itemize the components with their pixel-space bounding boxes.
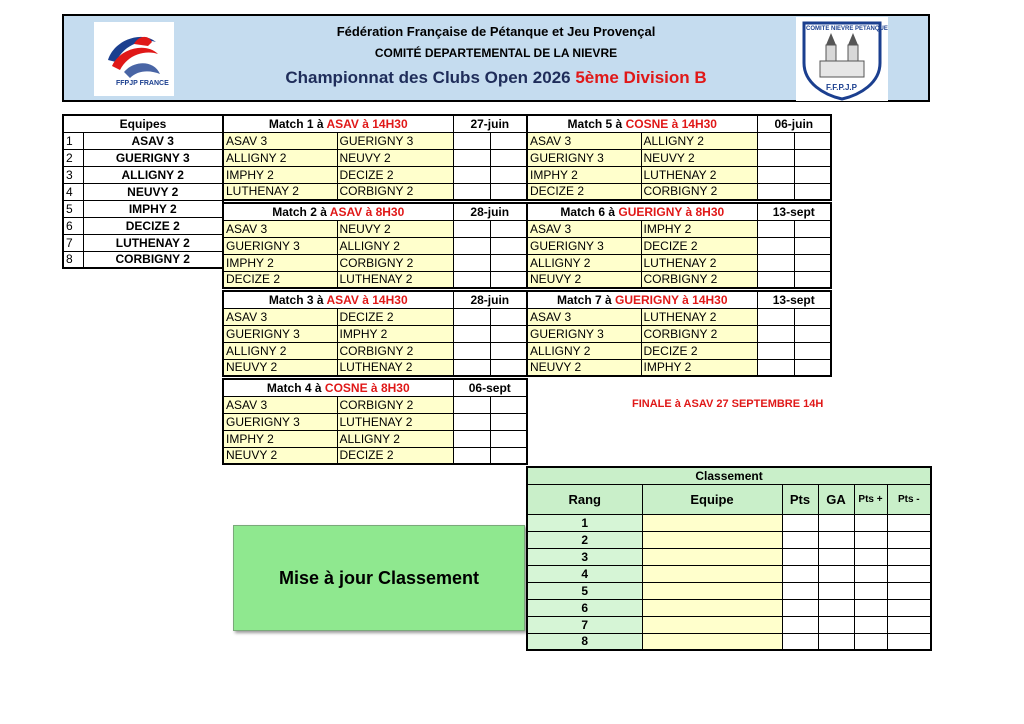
away-team: LUTHENAY 2: [337, 413, 453, 430]
away-team: ALLIGNY 2: [641, 132, 757, 149]
home-team: ASAV 3: [223, 308, 337, 325]
classement-row: [527, 616, 931, 633]
match-place: COSNE à 8H30: [324, 380, 410, 395]
home-team: GUERIGNY 3: [527, 325, 641, 342]
equipe-row: [63, 200, 223, 217]
championship-name: Championnat des Clubs Open 2026: [285, 68, 576, 87]
match-date: 06-sept: [453, 379, 527, 396]
match-header: [527, 291, 831, 308]
home-team: GUERIGNY 3: [223, 237, 337, 254]
match-place: ASAV à 8H30: [329, 204, 405, 219]
away-team: NEUVY 2: [641, 149, 757, 166]
match-title: [223, 379, 453, 396]
classement-table: [526, 466, 932, 651]
home-score-cell[interactable]: [453, 166, 490, 183]
away-score-cell[interactable]: [490, 149, 527, 166]
match-header: [527, 115, 831, 132]
match-place: ASAV à 14H30: [326, 292, 408, 307]
equipe-number: 5: [63, 200, 83, 217]
equipe-number: 1: [63, 132, 83, 149]
home-score-cell[interactable]: [453, 413, 490, 430]
away-score-cell[interactable]: [794, 166, 831, 183]
match-header: [223, 203, 527, 220]
away-team: ALLIGNY 2: [337, 237, 453, 254]
pts-cell: [782, 633, 818, 650]
away-score-cell[interactable]: [794, 237, 831, 254]
equipe-number: 6: [63, 217, 83, 234]
pts-minus-cell: [887, 633, 931, 650]
home-team: GUERIGNY 3: [223, 413, 337, 430]
away-team: GUERIGNY 3: [337, 132, 453, 149]
equipe-row: [63, 149, 223, 166]
match-prefix: Match 6 à: [560, 204, 619, 219]
home-score-cell[interactable]: [453, 447, 490, 464]
away-score-cell[interactable]: [490, 271, 527, 288]
game-row: [527, 132, 831, 149]
home-team: ASAV 3: [223, 396, 337, 413]
away-team: LUTHENAY 2: [641, 308, 757, 325]
match-header: [527, 203, 831, 220]
home-score-cell[interactable]: [757, 166, 794, 183]
home-team: NEUVY 2: [223, 447, 337, 464]
game-row: [527, 271, 831, 288]
game-row: [223, 132, 527, 149]
away-team: CORBIGNY 2: [641, 271, 757, 288]
equipes-table: [62, 114, 224, 269]
home-team: ALLIGNY 2: [223, 342, 337, 359]
match-prefix: Match 2 à: [272, 204, 330, 219]
home-team: IMPHY 2: [223, 254, 337, 271]
match-table-6: [526, 202, 832, 289]
away-score-cell[interactable]: [490, 342, 527, 359]
equipe-name: GUERIGNY 3: [83, 149, 223, 166]
pts-minus-header: Pts -: [887, 484, 931, 514]
classement-row: [527, 565, 931, 582]
match-table-3: [222, 290, 528, 377]
home-team: LUTHENAY 2: [223, 183, 337, 200]
equipes-header: Equipes: [63, 115, 223, 132]
away-team: CORBIGNY 2: [337, 342, 453, 359]
equipe-name: ASAV 3: [83, 132, 223, 149]
home-team: DECIZE 2: [527, 183, 641, 200]
away-team: IMPHY 2: [641, 220, 757, 237]
away-team: DECIZE 2: [337, 308, 453, 325]
home-score-cell[interactable]: [757, 308, 794, 325]
away-team: LUTHENAY 2: [337, 271, 453, 288]
equipe-name: ALLIGNY 2: [83, 166, 223, 183]
ga-cell: [818, 548, 854, 565]
match-prefix: Match 4 à: [266, 380, 325, 395]
home-team: IMPHY 2: [223, 430, 337, 447]
comite-nievre-logo: [796, 17, 888, 101]
away-score-cell[interactable]: [490, 359, 527, 376]
game-row: [527, 325, 831, 342]
match-table-1: [222, 114, 528, 201]
ga-header: GA: [818, 484, 854, 514]
update-classement-button[interactable]: Mise à jour Classement: [233, 525, 525, 631]
away-team: IMPHY 2: [337, 325, 453, 342]
home-team: GUERIGNY 3: [527, 149, 641, 166]
pts-minus-cell: [887, 582, 931, 599]
away-team: LUTHENAY 2: [641, 254, 757, 271]
home-score-cell[interactable]: [757, 325, 794, 342]
pts-plus-cell: [854, 531, 887, 548]
match-title: [223, 291, 453, 308]
equipe-cell: [642, 514, 782, 531]
rang-cell: 2: [527, 531, 642, 548]
match-table-7: [526, 290, 832, 377]
home-score-cell[interactable]: [453, 183, 490, 200]
away-score-cell[interactable]: [794, 308, 831, 325]
ga-cell: [818, 633, 854, 650]
away-score-cell[interactable]: [490, 325, 527, 342]
game-row: [223, 237, 527, 254]
away-score-cell[interactable]: [490, 166, 527, 183]
home-team: ASAV 3: [527, 132, 641, 149]
game-row: [223, 271, 527, 288]
game-row: [223, 413, 527, 430]
away-team: NEUVY 2: [337, 149, 453, 166]
game-row: [223, 447, 527, 464]
rang-header: Rang: [527, 484, 642, 514]
pts-plus-cell: [854, 633, 887, 650]
away-team: CORBIGNY 2: [337, 254, 453, 271]
classement-row: [527, 633, 931, 650]
home-team: NEUVY 2: [527, 271, 641, 288]
home-team: ASAV 3: [223, 220, 337, 237]
home-score-cell[interactable]: [757, 359, 794, 376]
equipe-header: Equipe: [642, 484, 782, 514]
equipe-name: NEUVY 2: [83, 183, 223, 200]
home-team: ASAV 3: [527, 220, 641, 237]
game-row: [223, 149, 527, 166]
away-team: DECIZE 2: [337, 447, 453, 464]
pts-minus-cell: [887, 514, 931, 531]
away-score-cell[interactable]: [490, 132, 527, 149]
game-row: [527, 166, 831, 183]
home-score-cell[interactable]: [757, 132, 794, 149]
home-team: NEUVY 2: [223, 359, 337, 376]
match-date: 06-juin: [757, 115, 831, 132]
match-table-2: [222, 202, 528, 289]
home-team: ASAV 3: [527, 308, 641, 325]
home-team: IMPHY 2: [527, 166, 641, 183]
away-team: DECIZE 2: [641, 342, 757, 359]
equipe-cell: [642, 633, 782, 650]
classement-row: [527, 514, 931, 531]
home-score-cell[interactable]: [453, 149, 490, 166]
classement-row: [527, 548, 931, 565]
game-row: [223, 254, 527, 271]
game-row: [527, 342, 831, 359]
away-team: DECIZE 2: [641, 237, 757, 254]
home-score-cell[interactable]: [757, 271, 794, 288]
pts-cell: [782, 582, 818, 599]
pts-plus-cell: [854, 548, 887, 565]
home-team: ALLIGNY 2: [527, 254, 641, 271]
match-table-4: [222, 378, 528, 465]
ga-cell: [818, 582, 854, 599]
match-place: ASAV à 14H30: [326, 116, 408, 131]
home-team: GUERIGNY 3: [223, 325, 337, 342]
home-score-cell[interactable]: [453, 237, 490, 254]
game-row: [223, 220, 527, 237]
home-score-cell[interactable]: [453, 359, 490, 376]
home-score-cell[interactable]: [453, 220, 490, 237]
classement-row: [527, 582, 931, 599]
away-score-cell[interactable]: [794, 149, 831, 166]
match-title: [223, 203, 453, 220]
away-team: CORBIGNY 2: [337, 396, 453, 413]
equipe-cell: [642, 582, 782, 599]
equipe-number: 7: [63, 234, 83, 251]
away-score-cell[interactable]: [490, 237, 527, 254]
equipe-row: [63, 132, 223, 149]
match-date: 28-juin: [453, 291, 527, 308]
match-prefix: Match 3 à: [268, 292, 327, 307]
away-team: NEUVY 2: [337, 220, 453, 237]
away-team: LUTHENAY 2: [337, 359, 453, 376]
ga-cell: [818, 514, 854, 531]
logo-right-bottom-text: F.F.P.J.P: [826, 83, 857, 92]
home-team: GUERIGNY 3: [527, 237, 641, 254]
equipe-cell: [642, 531, 782, 548]
home-score-cell[interactable]: [453, 271, 490, 288]
away-score-cell[interactable]: [490, 254, 527, 271]
home-team: ALLIGNY 2: [527, 342, 641, 359]
equipe-cell: [642, 616, 782, 633]
home-score-cell[interactable]: [757, 342, 794, 359]
home-score-cell[interactable]: [757, 220, 794, 237]
home-team: ALLIGNY 2: [223, 149, 337, 166]
ga-cell: [818, 565, 854, 582]
pts-minus-cell: [887, 565, 931, 582]
away-score-cell[interactable]: [794, 359, 831, 376]
home-score-cell[interactable]: [757, 254, 794, 271]
equipe-name: CORBIGNY 2: [83, 251, 223, 268]
away-score-cell[interactable]: [490, 413, 527, 430]
pts-cell: [782, 514, 818, 531]
away-score-cell[interactable]: [794, 183, 831, 200]
game-row: [527, 183, 831, 200]
away-team: LUTHENAY 2: [641, 166, 757, 183]
equipe-number: 3: [63, 166, 83, 183]
away-score-cell[interactable]: [794, 325, 831, 342]
rang-cell: 5: [527, 582, 642, 599]
equipe-row: [63, 166, 223, 183]
away-team: IMPHY 2: [641, 359, 757, 376]
pts-plus-cell: [854, 582, 887, 599]
equipe-name: DECIZE 2: [83, 217, 223, 234]
game-row: [223, 183, 527, 200]
pts-plus-header: Pts +: [854, 484, 887, 514]
pts-plus-cell: [854, 616, 887, 633]
equipe-cell: [642, 565, 782, 582]
match-prefix: Match 5 à: [567, 116, 626, 131]
equipe-row: [63, 234, 223, 251]
away-team: ALLIGNY 2: [337, 430, 453, 447]
game-row: [223, 430, 527, 447]
game-row: [223, 325, 527, 342]
match-date: 27-juin: [453, 115, 527, 132]
home-score-cell[interactable]: [453, 342, 490, 359]
home-team: IMPHY 2: [223, 166, 337, 183]
home-score-cell[interactable]: [453, 254, 490, 271]
ga-cell: [818, 531, 854, 548]
equipe-number: 2: [63, 149, 83, 166]
federation-title: Fédération Française de Pétanque et Jeu Provençal: [336, 24, 656, 39]
ga-cell: [818, 599, 854, 616]
match-place: GUERIGNY à 14H30: [615, 292, 728, 307]
equipe-name: LUTHENAY 2: [83, 234, 223, 251]
away-score-cell[interactable]: [794, 132, 831, 149]
home-score-cell[interactable]: [453, 325, 490, 342]
away-score-cell[interactable]: [490, 396, 527, 413]
pts-cell: [782, 565, 818, 582]
equipe-name: IMPHY 2: [83, 200, 223, 217]
logo-left-text: FFPJP FRANCE: [116, 80, 169, 87]
away-team: DECIZE 2: [337, 166, 453, 183]
rang-cell: 7: [527, 616, 642, 633]
game-row: [223, 166, 527, 183]
home-score-cell[interactable]: [453, 308, 490, 325]
match-title: [527, 203, 757, 220]
equipe-number: 4: [63, 183, 83, 200]
match-prefix: Match 7 à: [556, 292, 616, 307]
rang-cell: 6: [527, 599, 642, 616]
pts-minus-cell: [887, 531, 931, 548]
equipe-cell: [642, 548, 782, 565]
pts-cell: [782, 599, 818, 616]
game-row: [527, 308, 831, 325]
game-row: [527, 237, 831, 254]
match-date: 13-sept: [757, 291, 831, 308]
away-score-cell[interactable]: [794, 271, 831, 288]
equipe-row: [63, 217, 223, 234]
classement-row: [527, 531, 931, 548]
equipe-row: [63, 183, 223, 200]
ga-cell: [818, 616, 854, 633]
match-date: 28-juin: [453, 203, 527, 220]
classement-title: Classement: [527, 467, 931, 484]
pts-header: Pts: [782, 484, 818, 514]
away-score-cell[interactable]: [794, 220, 831, 237]
away-score-cell[interactable]: [490, 447, 527, 464]
match-title: [527, 115, 757, 132]
game-row: [223, 359, 527, 376]
home-score-cell[interactable]: [757, 149, 794, 166]
pts-cell: [782, 531, 818, 548]
home-team: DECIZE 2: [223, 271, 337, 288]
match-place: GUERIGNY à 8H30: [618, 204, 725, 219]
home-score-cell[interactable]: [757, 183, 794, 200]
home-score-cell[interactable]: [453, 430, 490, 447]
home-score-cell[interactable]: [757, 237, 794, 254]
home-score-cell[interactable]: [453, 396, 490, 413]
game-row: [223, 396, 527, 413]
rang-cell: 1: [527, 514, 642, 531]
pts-cell: [782, 548, 818, 565]
rang-cell: 4: [527, 565, 642, 582]
game-row: [527, 359, 831, 376]
game-row: [527, 149, 831, 166]
away-score-cell[interactable]: [490, 220, 527, 237]
match-header: [223, 291, 527, 308]
header-banner: [62, 14, 930, 102]
pts-minus-cell: [887, 616, 931, 633]
pts-plus-cell: [854, 599, 887, 616]
pts-minus-cell: [887, 548, 931, 565]
home-team: ASAV 3: [223, 132, 337, 149]
match-header: [223, 115, 527, 132]
away-team: CORBIGNY 2: [337, 183, 453, 200]
away-team: CORBIGNY 2: [641, 325, 757, 342]
match-place: COSNE à 14H30: [625, 116, 717, 131]
match-prefix: Match 1 à: [268, 116, 327, 131]
pts-plus-cell: [854, 514, 887, 531]
pts-cell: [782, 616, 818, 633]
pts-plus-cell: [854, 565, 887, 582]
game-row: [527, 254, 831, 271]
away-score-cell[interactable]: [794, 342, 831, 359]
game-row: [223, 342, 527, 359]
match-header: [223, 379, 527, 396]
game-row: [527, 220, 831, 237]
home-score-cell[interactable]: [453, 132, 490, 149]
pts-minus-cell: [887, 599, 931, 616]
equipe-number: 8: [63, 251, 83, 268]
match-table-5: [526, 114, 832, 201]
comite-title: COMITÉ DEPARTEMENTAL DE LA NIEVRE: [374, 46, 618, 60]
game-row: [223, 308, 527, 325]
rang-cell: 8: [527, 633, 642, 650]
away-team: CORBIGNY 2: [641, 183, 757, 200]
match-date: 13-sept: [757, 203, 831, 220]
classement-row: [527, 599, 931, 616]
away-score-cell[interactable]: [490, 308, 527, 325]
away-score-cell[interactable]: [794, 254, 831, 271]
match-title: [527, 291, 757, 308]
division-name: 5ème Division B: [575, 68, 707, 87]
rang-cell: 3: [527, 548, 642, 565]
logo-right-top-text: COMITE NIEVRE PETANQUE: [806, 26, 888, 32]
away-score-cell[interactable]: [490, 430, 527, 447]
equipe-row: [63, 251, 223, 268]
match-title: [223, 115, 453, 132]
equipe-cell: [642, 599, 782, 616]
finale-info: FINALE à ASAV 27 SEPTEMBRE 14H: [632, 398, 824, 410]
home-team: NEUVY 2: [527, 359, 641, 376]
away-score-cell[interactable]: [490, 183, 527, 200]
